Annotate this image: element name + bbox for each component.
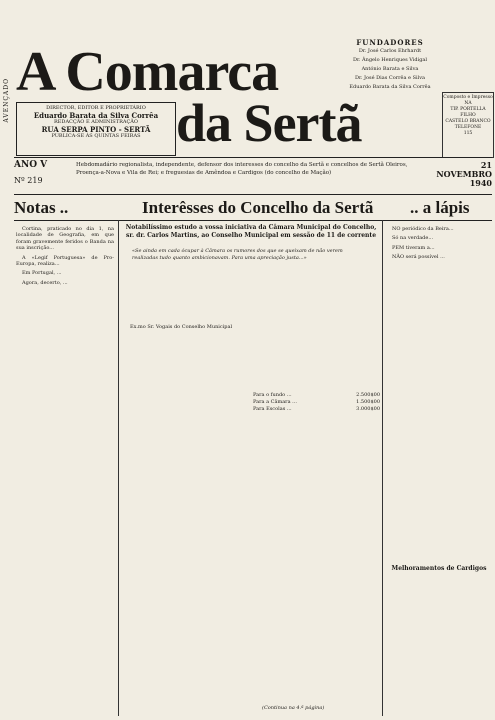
- right-column: [386, 226, 492, 562]
- founder-name: Dr. José Dias Corrêa e Silva: [354, 75, 426, 81]
- year-label: ANO V: [14, 160, 48, 170]
- founder-name: Dr. Ângelo Henriques Vidigal: [353, 57, 427, 63]
- printer-city: CASTELO BRANCO: [445, 119, 491, 124]
- issue-date: [422, 161, 492, 188]
- founders-box: [340, 38, 440, 92]
- paper-description: Hebdomadário regionalista, independente, defensor dos interesses do concelho da Sertã e concelhos de Sertã Oleiros, Proença-a-Nova e Vila de Rei; e freguesias de Amêndoa e Cardigos (do concelho de Mação): [76, 162, 408, 176]
- printer-label: Composto e Impresso: [443, 95, 493, 100]
- paragraph: Só na verdade...: [392, 235, 434, 242]
- avencado-label: AVENÇADO: [3, 78, 10, 123]
- date-month: NOVEMBRO: [436, 169, 492, 179]
- budget-value: 3.000$00: [356, 405, 380, 412]
- budget-row: [253, 392, 380, 399]
- article-quote: «Se ainda em cada ócupar à Câmara os rumores dos que se queixam de não verem realizadas tudo quanto ambicionavam. Para uma apreciação justa...»: [132, 248, 343, 261]
- header-right: .. a lápis: [410, 198, 470, 217]
- paragraph: PEM tiveram a...: [392, 244, 435, 251]
- paragraph: Agora, decerto, ...: [22, 279, 68, 286]
- column-rule: [118, 220, 119, 716]
- paragraph: Cortina, praticado no dia 1, na localidade de Geografia, em que foram gravemente feridos o Banda na sua inscrição...: [16, 226, 114, 252]
- printer-box: [442, 92, 494, 158]
- divider: [14, 220, 492, 221]
- paragraph: NO periódico da Beira...: [392, 226, 454, 232]
- founder-name: António Barata e Silva: [361, 66, 419, 72]
- budget-row: [253, 399, 380, 406]
- paragraph: NÃO será possível ...: [392, 254, 445, 261]
- budget-list: [253, 392, 380, 412]
- paragraph: A «Legif Portuguesa» de Pro- Europa, realiza...: [16, 254, 114, 268]
- info-strip: [14, 158, 492, 194]
- budget-item: Para o fundo ...: [253, 392, 292, 398]
- telephone-number: 115: [463, 131, 473, 136]
- founder-name: Dr. José Carlos Ehrhardt: [358, 48, 422, 54]
- telephone-label: TELEFONE: [454, 125, 482, 130]
- founders-heading: FUNDADORES: [356, 38, 424, 47]
- address: RUA SERPA PINTO - SERTÃ: [41, 125, 151, 134]
- title-line-1: A Comarca: [16, 41, 279, 103]
- column-rule: [382, 220, 383, 716]
- paragraph: Em Portugal, ...: [22, 270, 62, 277]
- director-label: DIRECTOR, EDITOR E PROPRIETÁRIO: [46, 105, 146, 111]
- printer-label-2: NA: [464, 101, 472, 106]
- continues-note: (Continua na 4.ª página): [262, 705, 325, 711]
- redaccao-label: REDACÇÃO E ADMINISTRAÇÃO: [54, 119, 138, 125]
- publication-day: PUBLICA-SE ÀS QUINTAS FEIRAS: [51, 133, 141, 139]
- budget-value: 2.500$00: [356, 392, 380, 398]
- right-subheader: Melhoramentos de Cardigos: [391, 565, 487, 572]
- budget-value: 1.500$00: [356, 398, 380, 405]
- title-line-2: da Sertã: [176, 93, 362, 153]
- header-left: Notas ..: [14, 198, 69, 217]
- left-column: [16, 226, 114, 714]
- director-name: Eduardo Barata da Silva Corrêa: [33, 111, 159, 120]
- founder-name: Eduardo Barata da Silva Corrêa: [349, 84, 431, 90]
- divider: [14, 194, 492, 195]
- date-day: 21: [480, 160, 492, 170]
- date-year: 1940: [469, 178, 492, 188]
- header-center: Interêsses do Concelho da Sertã: [142, 198, 374, 217]
- director-box: [16, 102, 176, 156]
- center-left-column: [124, 324, 248, 704]
- budget-item: Para a Câmara ...: [253, 398, 297, 405]
- issue-number: Nº 219: [14, 176, 43, 185]
- budget-item: Para Escolas ...: [253, 405, 292, 412]
- article-title: Notabilíssimo estudo a vossa iniciativa da Câmara Municipal do Concelho, sr. dr. Carlos Martins, ao Conselho Municipal em sessão de 11 de corrente: [125, 224, 377, 239]
- budget-row: [253, 406, 380, 413]
- printer-name: TIP. PORTELLA FILHO: [450, 107, 486, 118]
- salutation: Ex.mo Sr. Vogais do Conselho Municipal: [130, 324, 233, 330]
